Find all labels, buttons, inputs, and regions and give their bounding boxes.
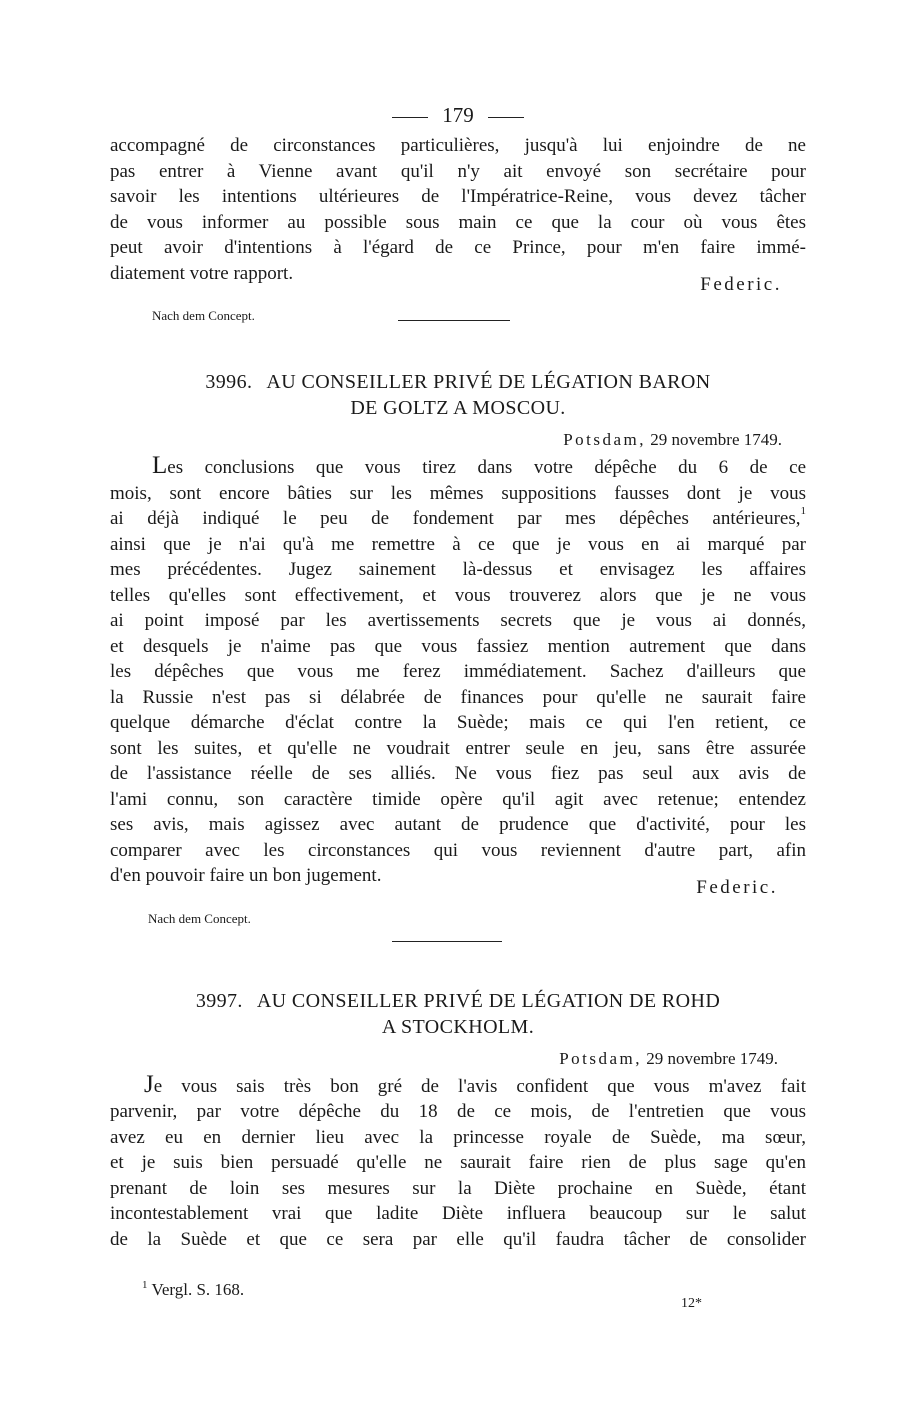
dateline-date: 29 novembre 1749. (646, 1048, 778, 1068)
text-line: sont les suites, et qu'elle ne voudrait entrer seule en jeu, sans être assurée (110, 737, 806, 759)
text-line: comparer avec les circonstances qui vous reviennent d'autre part, afin (110, 839, 806, 861)
printer-signature-mark: 12* (681, 1296, 702, 1311)
text-line: de la Suède et que ce sera par elle qu'il faudra tâcher de consolider (110, 1228, 806, 1250)
text-line: mes précédentes. Jugez sainement là-dessus et envisagez les affaires (110, 559, 806, 580)
drop-cap: L (152, 452, 168, 479)
heading-line: AU CONSEILLER PRIVÉ DE LÉGATION DE ROHD (256, 989, 721, 1012)
heading-line: A STOCKHOLM. (381, 1015, 535, 1038)
letter-number: 3996. (205, 371, 253, 393)
text-line: savoir les intentions ultérieures de l'Impératrice-Reine, vous devez tâcher (110, 186, 806, 207)
text-line: avez eu en dernier lieu avec la princesse royale de Suède, ma sœur, (110, 1126, 806, 1148)
heading-line: AU CONSEILLER PRIVÉ DE LÉGATION BARON (266, 371, 711, 393)
text-line: l'ami connu, son caractère timide opère qu'il agit avec retenue; entendez (110, 788, 806, 810)
text-line: incontestablement vrai que ladite Diète influera beaucoup sur le salut (110, 1203, 806, 1224)
signature-row (110, 274, 806, 314)
dateline-place: Potsdam, (563, 430, 647, 449)
footnote (142, 1280, 806, 1300)
letter-heading (110, 988, 806, 1040)
section-divider (392, 941, 502, 942)
footnote-mark: 1 (800, 505, 806, 517)
text-line: ainsi que je n'ai qu'à me remettre à ce que je vous en ai marqué par (110, 533, 806, 555)
text-line: la Russie n'est pas si délabrée de finances pour qu'elle ne saurait faire (110, 686, 806, 708)
source-note: Nach dem Concept. (152, 308, 255, 323)
text-line: ai déjà indiqué le peu de fondement par mes dépêches antérieures,$^1$ (110, 505, 806, 529)
text-line: pas entrer à Vienne avant qu'il n'y ait envoyé son secrétaire pour (110, 160, 806, 182)
drop-cap: J (144, 1070, 154, 1098)
signature: Federic. (696, 876, 778, 898)
text-line: et je suis bien persuadé qu'elle ne saurait faire rien de plus sage qu'en (110, 1152, 806, 1173)
dateline (110, 427, 782, 453)
text-line: de vous informer au possible sous main ce que la cour où vous êtes (110, 211, 806, 233)
footnote-text: Vergl. S. 168. (151, 1280, 245, 1299)
text-line: ai point imposé par les avertissements secrets que je vous ai donnés, (110, 610, 806, 631)
text-line: ses avis, mais agissez avec autant de prudence que d'activité, pour les (110, 814, 806, 835)
signature: Federic. (700, 274, 782, 295)
text-line: peut avoir d'intentions à l'égard de ce Prince, pour m'en faire immé- (110, 237, 806, 258)
running-head (110, 100, 806, 130)
letter-number: 3997. (195, 989, 243, 1012)
source-note: Nach dem Concept. (148, 910, 251, 926)
heading-line: DE GOLTZ A MOSCOU. (350, 397, 566, 419)
continuation-text (110, 133, 806, 286)
text-line: Les conclusions que vous tirez dans votre dépêche du 6 de ce (152, 452, 806, 479)
header-dash-left (392, 117, 428, 118)
dateline-place: Potsdam, (559, 1048, 643, 1068)
text-line: les dépêches que vous me ferez immédiatement. Sachez d'ailleurs que (110, 661, 806, 682)
text-line: parvenir, par votre dépêche du 18 de ce mois, de l'entretien que vous (110, 1101, 806, 1122)
page-number: 179 (442, 103, 474, 127)
letter-body (110, 1072, 806, 1253)
letter-body (110, 453, 806, 889)
text-line: Je vous sais très bon gré de l'avis confident que vous m'avez fait (144, 1070, 806, 1098)
footnote-mark: 1 (142, 1279, 148, 1291)
section-divider (398, 320, 510, 321)
dateline-date: 29 novembre 1749. (650, 430, 782, 449)
signature-row (110, 876, 806, 917)
text-line: quelque démarche d'éclat contre la Suède; mais ce qui l'en retient, ce (110, 712, 806, 733)
text-line: telles qu'elles sont effectivement, et vous trouverez alors que je ne vous (110, 584, 806, 606)
text-line: mois, sont encore bâties sur les mêmes suppositions fausses dont je vous (110, 482, 806, 504)
text-line: accompagné de circonstances particulières, jusqu'à lui enjoindre de ne (110, 135, 806, 156)
text-line: de l'assistance réelle de ses alliés. Ne vous fiez pas seul aux avis de (110, 763, 806, 784)
text-line: d'en pouvoir faire un bon jugement. (110, 865, 382, 886)
page (110, 100, 806, 1311)
dateline (110, 1046, 778, 1072)
text-line: diatement votre rapport. (110, 262, 294, 284)
text-line: prenant de loin ses mesures sur la Diète prochaine en Suède, étant (110, 1177, 806, 1199)
header-dash-right (488, 117, 524, 118)
letter-heading (110, 369, 806, 421)
text-line: et desquels je n'aime pas que vous fassiez mention autrement que dans (110, 635, 806, 657)
